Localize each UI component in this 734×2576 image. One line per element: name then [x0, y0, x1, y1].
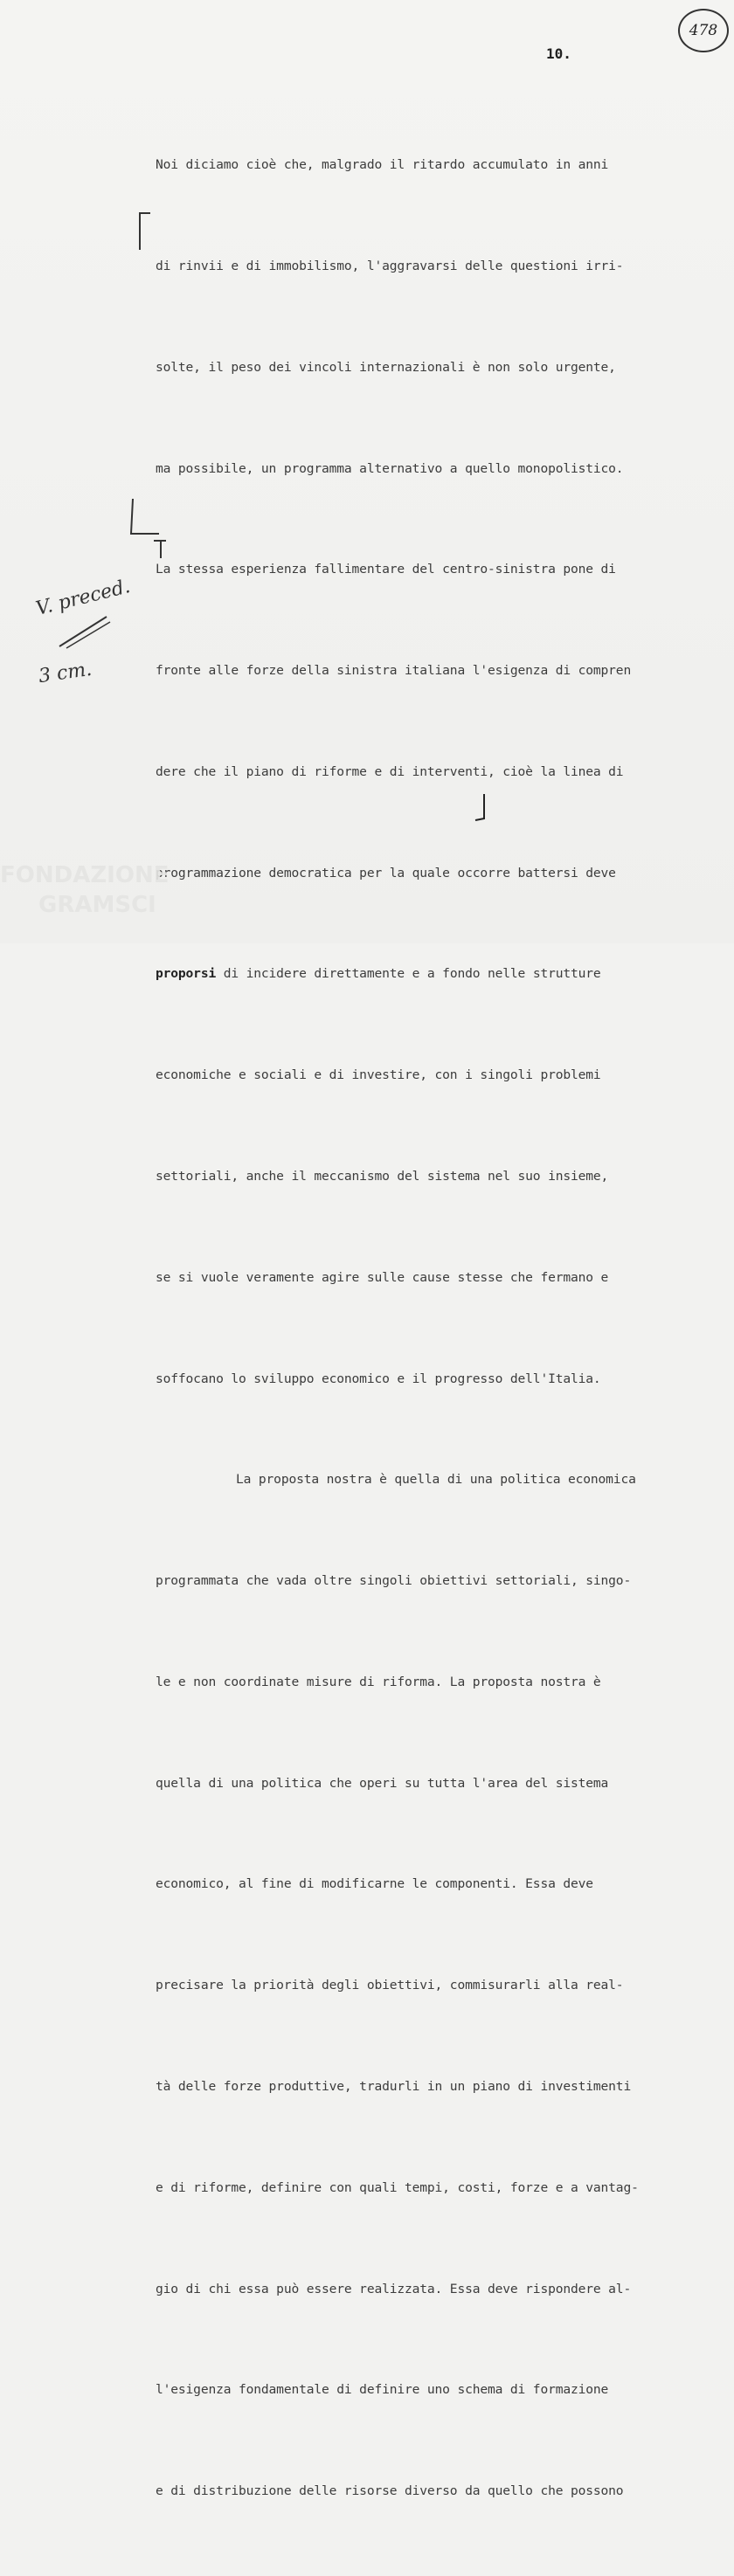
margin-note-cm: 3 cm. — [37, 658, 93, 688]
text-line-11: settoriali, anche il meccanismo del sistema nel suo insieme, — [156, 1169, 609, 1184]
text-line-12: se si vuole veramente agire sulle cause stesse che fermano e — [156, 1269, 609, 1285]
bold-word: proporsi — [156, 966, 217, 982]
text-line-5: La stessa esperienza fallimentare del centro-sinistra pone di — [156, 562, 616, 577]
text-line-4: ma possibile, un programma alternativo a quello monopolistico. — [156, 460, 624, 476]
watermark-line-2: GRAMSCI — [38, 892, 156, 918]
text-line-1: Noi diciamo cioè che, malgrado il ritardo accumulato in anni — [156, 157, 609, 173]
text-line-10: economiche e sociali e di investire, con i singoli problemi — [156, 1067, 601, 1083]
circled-page-number-text: 478 — [689, 22, 718, 39]
opening-bracket-mark — [131, 210, 157, 253]
text-line-6: fronte alle forze della sinistra italiana l'esigenza di compren — [156, 663, 632, 679]
text-line-2: di rinvii e di immobilismo, l'aggravarsi delle questioni irri- — [156, 258, 624, 273]
text-line-18: economico, al fine di modificarne le componenti. Essa deve — [156, 1876, 593, 1892]
text-line-8: programmazione democratica per la quale occorre battersi deve — [156, 865, 616, 881]
text-line-23: l'esigenza fondamentale di definire uno schema di formazione — [156, 2382, 609, 2398]
text-line-17: quella di una politica che operi su tutta l'area del sistema — [156, 1775, 609, 1791]
text-line-15: programmata che vada oltre singoli obiettivi settoriali, singo- — [156, 1573, 632, 1589]
typed-page-number: 10. — [546, 45, 571, 62]
text-line-24: e di distribuzione delle risorse diverso da quello che possono — [156, 2483, 624, 2499]
circled-page-number — [678, 9, 729, 52]
text-line-9: proporsi di incidere direttamente e a fondo nelle strutture — [156, 966, 601, 982]
text-line-21: e di riforme, definire con quali tempi, costi, forze e a vantag- — [156, 2179, 639, 2195]
text-line-22: gio di chi essa può essere realizzata. Essa deve rispondere al- — [156, 2281, 632, 2296]
margin-note-preced: V. preced. — [33, 576, 133, 620]
watermark-line-1: FONDAZIONE — [0, 862, 170, 888]
text-line-3: solte, il peso dei vincoli internazionali è non solo urgente, — [156, 359, 616, 375]
text-line-13: soffocano lo sviluppo economico e il progresso dell'Italia. — [156, 1371, 601, 1386]
text-line-20: tà delle forze produttive, tradurli in un piano di investimenti — [156, 2079, 632, 2095]
closing-bracket-mark — [122, 494, 175, 563]
text-line-7: dere che il piano di riforme e di interventi, cioè la linea di — [156, 763, 624, 779]
margin-note-underline — [54, 611, 115, 651]
text-line-19: precisare la priorità degli obiettivi, commisurarli alla real- — [156, 1978, 624, 1993]
archive-watermark — [0, 860, 170, 939]
inline-bracket-mark — [472, 791, 489, 825]
body-text — [156, 81, 715, 2576]
text-line-16: le e non coordinate misure di riforma. La proposta nostra è — [156, 1674, 601, 1689]
text-line-14: La proposta nostra è quella di una politica economica — [236, 1472, 636, 1488]
